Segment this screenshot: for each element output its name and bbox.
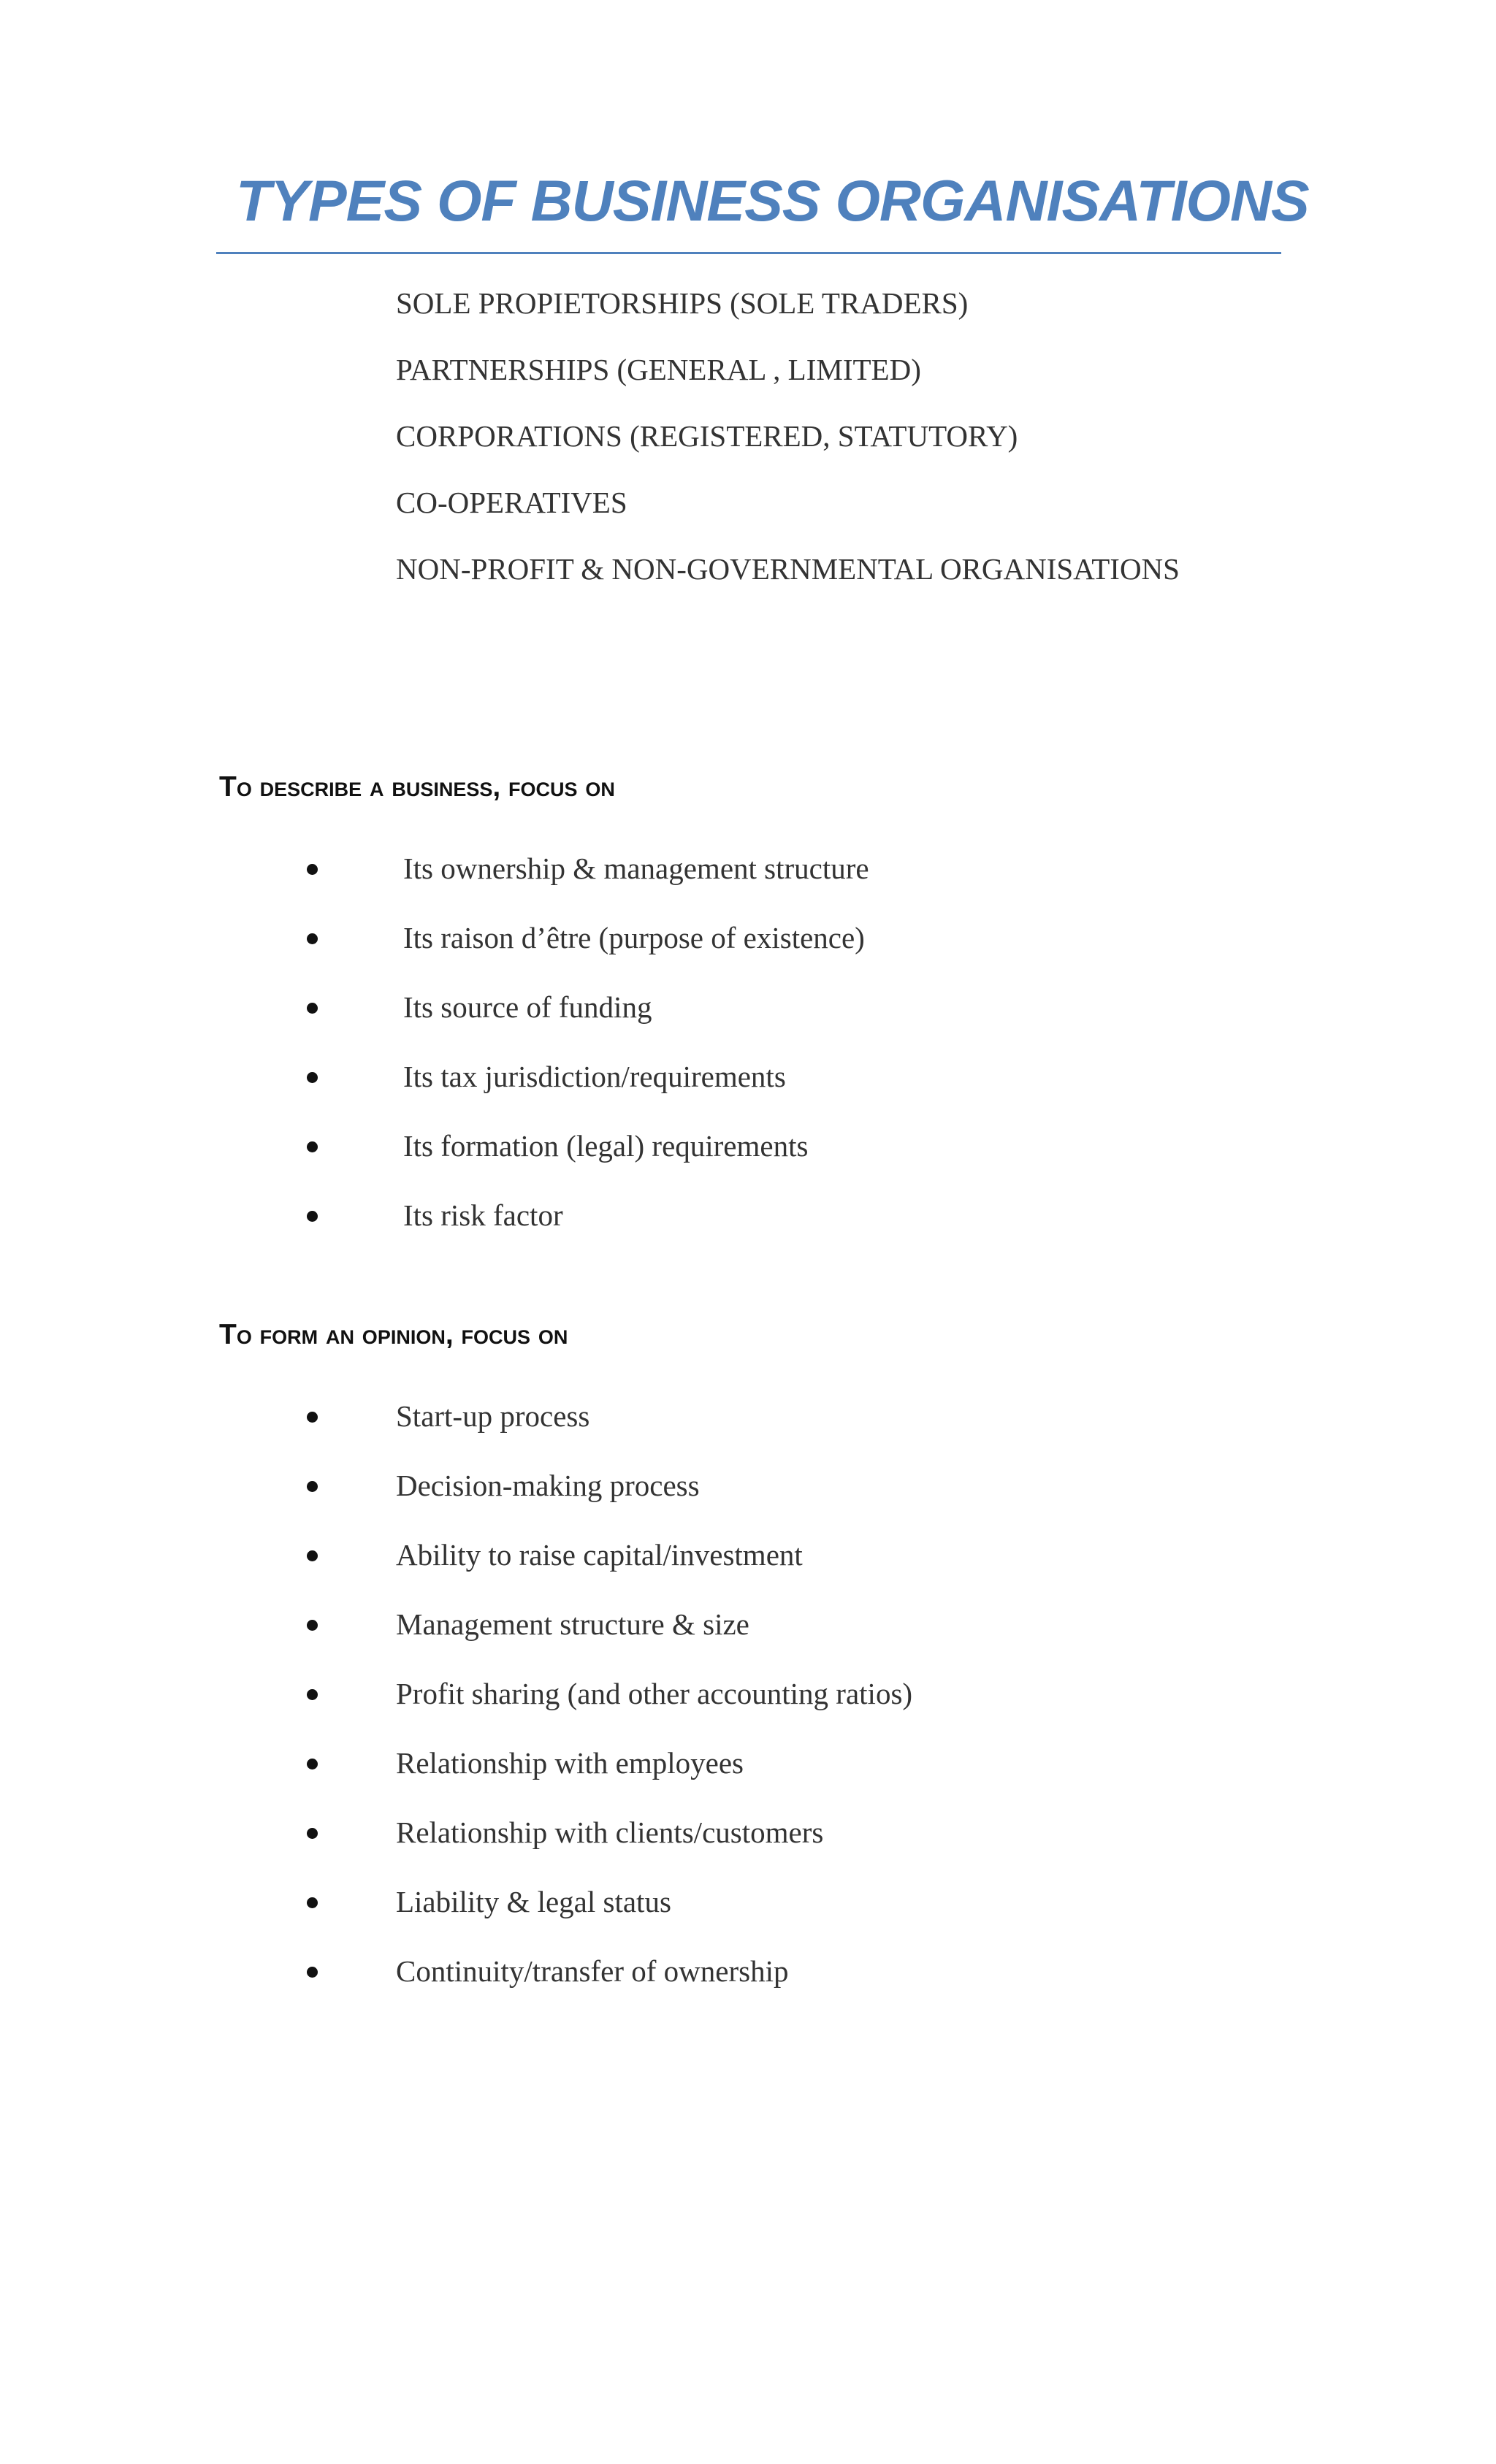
- organisation-type-item: NON-PROFIT & NON-GOVERNMENTAL ORGANISATIONS: [396, 552, 1180, 586]
- bullet-icon: [307, 1072, 318, 1083]
- bullet-icon: [307, 1003, 318, 1014]
- bullet-icon: [307, 1759, 318, 1769]
- organisation-type-item: CO-OPERATIVES: [396, 486, 627, 519]
- organisation-type-item: SOLE PROPIETORSHIPS (SOLE TRADERS): [396, 286, 969, 320]
- bullet-icon: [307, 1481, 318, 1492]
- bullet-icon: [307, 864, 318, 875]
- bullet-icon: [307, 933, 318, 944]
- organisation-type-item: CORPORATIONS (REGISTERED, STATUTORY): [396, 419, 1018, 453]
- describe-heading: To describe a business, focus on: [219, 771, 615, 803]
- organisation-types-list: [396, 286, 1180, 618]
- bullet-icon: [307, 1620, 318, 1631]
- organisation-type-item: PARTNERSHIPS (GENERAL , LIMITED): [396, 353, 921, 386]
- title-divider: [216, 252, 1281, 254]
- bullet-icon: [307, 1412, 318, 1423]
- bullet-icon: [307, 1828, 318, 1839]
- bullet-icon: [307, 1897, 318, 1908]
- bullet-icon: [307, 1141, 318, 1152]
- bullet-icon: [307, 1689, 318, 1700]
- page-title: TYPES OF BUSINESS ORGANISATIONS: [236, 168, 1309, 233]
- opinion-heading: To form an opinion, focus on: [219, 1319, 568, 1350]
- bullet-icon: [307, 1550, 318, 1561]
- bullet-icon: [307, 1967, 318, 1978]
- bullet-icon: [307, 1211, 318, 1222]
